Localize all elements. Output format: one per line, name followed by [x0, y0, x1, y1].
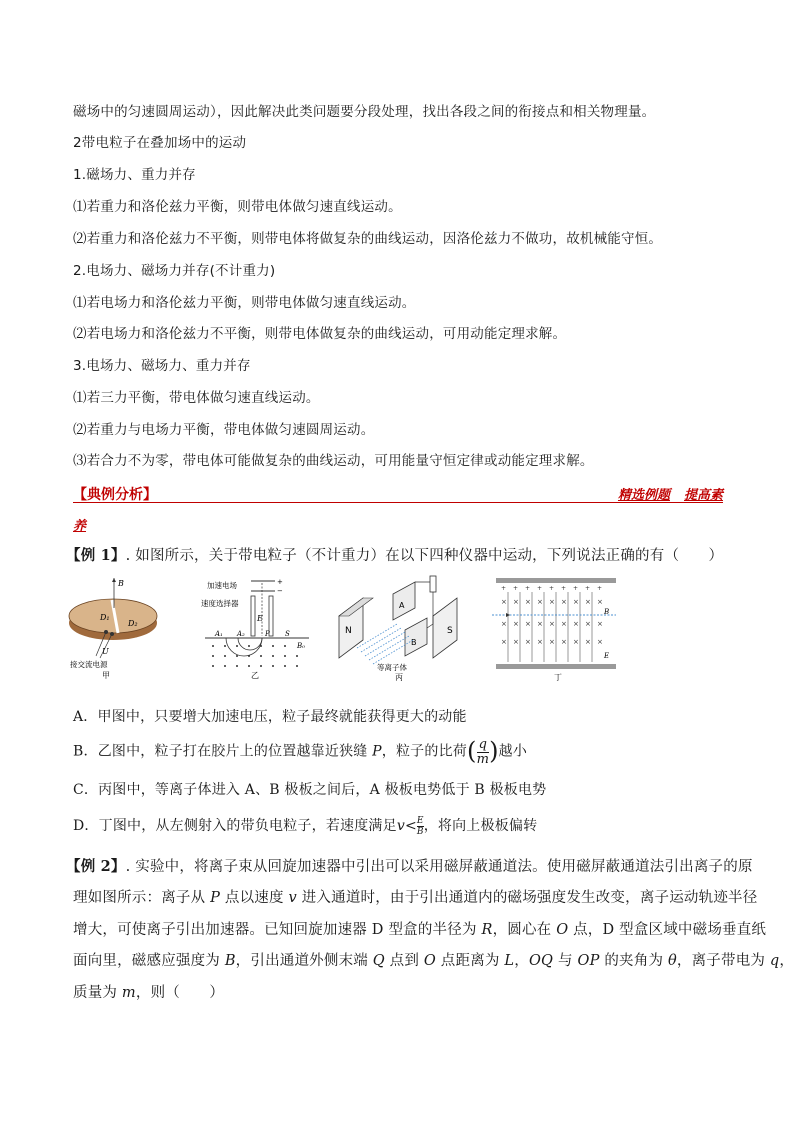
wire [427, 624, 433, 628]
ex2-O: O [556, 922, 569, 938]
ex2-l3-b: ，圆心在 [492, 922, 557, 938]
ex2-l4-i: ， [779, 953, 794, 969]
option-c: C．丙图中，等离子体进入 A、B 极板之间后，A 极板电势低于 B 极板电势 [73, 782, 547, 798]
section-header [73, 484, 723, 503]
option-d-text-1: D．丁图中，从左侧射入的带负电粒子，若速度满足 [73, 818, 397, 834]
intro-line-1: 磁场中的匀速圆周运动），因此解决此类问题要分段处理，找出各段之间的衔接点和相关物理量。 [73, 104, 656, 120]
lower-plate [496, 664, 616, 669]
svg-text:×: × [561, 598, 567, 606]
jia-source-label: 接交流电源 [70, 660, 108, 669]
heading-superposed-field: 2带电粒子在叠加场中的运动 [73, 135, 247, 151]
section-title: 【典例分析】 [73, 487, 157, 503]
subheading-2: 2.电场力、磁场力并存(不计重力) [73, 263, 276, 279]
svg-text:×: × [537, 598, 543, 606]
ex2-l4-b: ，引出通道外侧末端 [235, 953, 373, 969]
ratio-q: q [478, 737, 488, 752]
yi-caption: 乙 [251, 671, 259, 680]
option-b-text-2: ，粒子的比荷 [381, 743, 467, 760]
svg-text:+: + [573, 585, 579, 592]
sub3-item-a: ⑴若三力平衡，带电体做匀速直线运动。 [73, 390, 320, 406]
ding-label-E: E [604, 652, 610, 660]
svg-text:×: × [537, 638, 543, 646]
ex2-l4-c: 点到 [384, 953, 424, 969]
svg-text:×: × [549, 598, 555, 606]
svg-text:×: × [525, 620, 531, 628]
ex2-l3-a: 增大，可使离子引出加速器。已知回旋加速器 D 型盒的半径为 [73, 922, 482, 938]
svg-text:×: × [549, 620, 555, 628]
ex2-l4-a: 面向里，磁感应强度为 [73, 953, 225, 969]
tagline-wrap: 养 [73, 519, 87, 534]
yi-label-S: S [285, 630, 290, 638]
svg-text:×: × [513, 638, 519, 646]
svg-text:×: × [549, 638, 555, 646]
ex2-theta: θ [667, 953, 677, 969]
ex2-l4-h: ，离子带电为 [676, 953, 770, 969]
bing-label-A: A [399, 601, 405, 610]
svg-text:×: × [561, 638, 567, 646]
yi-plus: + [277, 578, 283, 586]
ex2-OQ: OQ [528, 953, 554, 969]
option-d-v: v [396, 818, 405, 834]
jia-label-U: U [102, 647, 109, 656]
jia-label-D2: D₂ [128, 619, 138, 628]
charge-mass-ratio: ($\frac{q}{m}$ ) [466, 737, 499, 767]
example-1-stem [66, 545, 723, 567]
svg-text:×: × [513, 598, 519, 606]
bing-label-N: N [345, 626, 352, 636]
svg-text:+: + [597, 585, 603, 592]
example-2-line-1 [66, 856, 753, 878]
svg-text:×: × [573, 620, 579, 628]
yi-label-acc: 加速电场 [207, 581, 237, 590]
svg-text:+: + [561, 585, 567, 592]
bing-plasma-label: 等离子体 [377, 663, 407, 672]
trajectory [226, 638, 262, 656]
svg-text:×: × [501, 598, 507, 606]
ding-label-B: B [604, 608, 610, 616]
ex2-l4-g: 的夹角为 [599, 953, 668, 969]
example-1-question: . 如图所示，关于带电粒子（不计重力）在以下四种仪器中运动，下列说法正确的有（ ） [125, 548, 724, 564]
option-b-text-1: B．乙图中，粒子打在胶片上的位置越靠近狭缝 [73, 743, 368, 760]
svg-text:×: × [537, 620, 543, 628]
ex2-l2-c: 进入通道时，由于引出通道内的磁场强度发生改变，离子运动轨迹半径 [296, 890, 758, 906]
field-arrow-head [112, 578, 116, 582]
ex2-OP: OP [577, 953, 600, 969]
ex2-O-2: O [423, 953, 436, 969]
section-tagline [618, 484, 723, 503]
option-d [73, 814, 537, 838]
field-dots [212, 645, 298, 667]
svg-text:×: × [585, 598, 591, 606]
subheading-3: 3.电场力、磁场力、重力并存 [73, 358, 251, 374]
jia-label-B: B [118, 579, 124, 588]
ex2-l2-b: 点以速度 [220, 890, 289, 906]
svg-text:+: + [525, 585, 531, 592]
svg-text:+: + [537, 585, 543, 592]
frac-E: E [416, 815, 424, 826]
jia-label-D1: D₁ [100, 613, 110, 622]
cross-marks [501, 598, 603, 646]
sub1-item-b: ⑵若重力和洛伦兹力不平衡，则带电体将做复杂的曲线运动，因洛伦兹力不做功，故机械能守恒。 [73, 231, 663, 247]
svg-text:×: × [597, 598, 603, 606]
svg-text:×: × [561, 620, 567, 628]
ex2-m: m [121, 985, 136, 1001]
yi-label-P: P [265, 630, 270, 638]
e-over-b [417, 816, 424, 837]
bing-label-S: S [447, 626, 453, 636]
yi-label-sel: 速度选择器 [201, 599, 239, 608]
sub2-item-b: ⑵若电场力和洛伦兹力不平衡，则带电体做复杂的曲线运动，可用动能定理求解。 [73, 326, 567, 342]
ex2-l2-a: 理如图所示：离子从 [73, 890, 211, 906]
option-b-text-3: 越小 [498, 743, 528, 760]
svg-text:+: + [513, 585, 519, 592]
ex2-P: P [210, 890, 221, 906]
sub2-item-a: ⑴若电场力和洛伦兹力平衡，则带电体做匀速直线运动。 [73, 295, 416, 311]
frac-B: B [416, 826, 424, 837]
svg-text:×: × [501, 620, 507, 628]
ex2-v: v [288, 890, 297, 906]
svg-text:+: + [549, 585, 555, 592]
ex2-L: L [504, 953, 515, 969]
svg-text:×: × [585, 638, 591, 646]
yi-label-A2: A₂ [237, 630, 245, 638]
yi-label-E: E [257, 614, 263, 623]
example-2-line-3 [73, 919, 766, 941]
yi-label-B0: B₀ [297, 642, 305, 650]
example-2-line-2 [73, 887, 757, 909]
svg-text:×: × [573, 598, 579, 606]
yi-label-A1: A₁ [215, 630, 223, 638]
tagline-part-2: 提高素 [683, 488, 723, 503]
example-2-tag: 【例 2】 [66, 858, 126, 875]
tagline-part-1: 精选例题 [617, 488, 670, 503]
figure-mhd-generator [335, 578, 465, 680]
svg-text:×: × [573, 638, 579, 646]
ex2-q: q [769, 953, 780, 969]
svg-text:×: × [513, 620, 519, 628]
figure-cyclotron [66, 578, 160, 680]
ex2-B: B [224, 953, 236, 969]
magnet-s [433, 598, 457, 658]
option-d-lt: < [404, 818, 417, 834]
selector-plate [251, 596, 255, 636]
subheading-1: 1.磁场力、重力并存 [73, 167, 196, 183]
example-2-line-4 [73, 950, 794, 972]
option-b [73, 736, 527, 767]
svg-text:+: + [501, 585, 507, 592]
example-2-text-1: . 实验中，将离子束从回旋加速器中引出可以采用磁屏蔽通道法。使用磁屏蔽通道法引出离子的原 [125, 859, 753, 875]
svg-text:+: + [585, 585, 591, 592]
sub1-item-a: ⑴若重力和洛伦兹力平衡，则带电体做匀速直线运动。 [73, 199, 402, 215]
sub3-item-c: ⑶若合力不为零，带电体可能做复杂的曲线运动，可用能量守恒定律或动能定理求解。 [73, 453, 594, 469]
option-b-P: P [372, 743, 382, 760]
ratio-m: m [476, 752, 490, 767]
ex2-R: R [481, 922, 493, 938]
ex2-l4-d: 点距离为 [436, 953, 505, 969]
sub3-item-b: ⑵若重力与电场力平衡，带电体做匀速圆周运动。 [73, 422, 375, 438]
example-2-line-5 [73, 982, 224, 1004]
ex2-l3-c: 点，D 型盒区域中磁场垂直纸 [568, 922, 767, 938]
resistor [430, 576, 436, 592]
option-d-text-2: ，将向上极板偏转 [423, 818, 538, 834]
svg-text:×: × [597, 638, 603, 646]
svg-text:×: × [597, 620, 603, 628]
jia-caption: 甲 [102, 671, 110, 680]
svg-text:×: × [525, 638, 531, 646]
ding-caption: 丁 [554, 673, 562, 682]
svg-text:×: × [501, 638, 507, 646]
upper-plate [496, 578, 616, 583]
figure-velocity-selector [492, 578, 620, 682]
plus-signs [501, 585, 602, 592]
bing-caption: 丙 [395, 673, 403, 682]
svg-text:×: × [585, 620, 591, 628]
option-a: A．甲图中，只要增大加速电压，粒子最终就能获得更大的动能 [73, 709, 467, 725]
ex2-l5-a: 质量为 [73, 985, 122, 1001]
ex2-l5-b: ，则（ ） [135, 985, 225, 1001]
plate-b [405, 618, 427, 656]
example-1-tag: 【例 1】 [66, 547, 126, 564]
ex2-Q: Q [372, 953, 385, 969]
ex2-l4-e: ， [514, 953, 529, 969]
svg-text:×: × [525, 598, 531, 606]
yi-minus: − [277, 587, 283, 595]
figure-mass-spectrometer [201, 578, 310, 680]
ex2-l4-f: 与 [553, 953, 578, 969]
bing-label-B: B [411, 638, 417, 647]
